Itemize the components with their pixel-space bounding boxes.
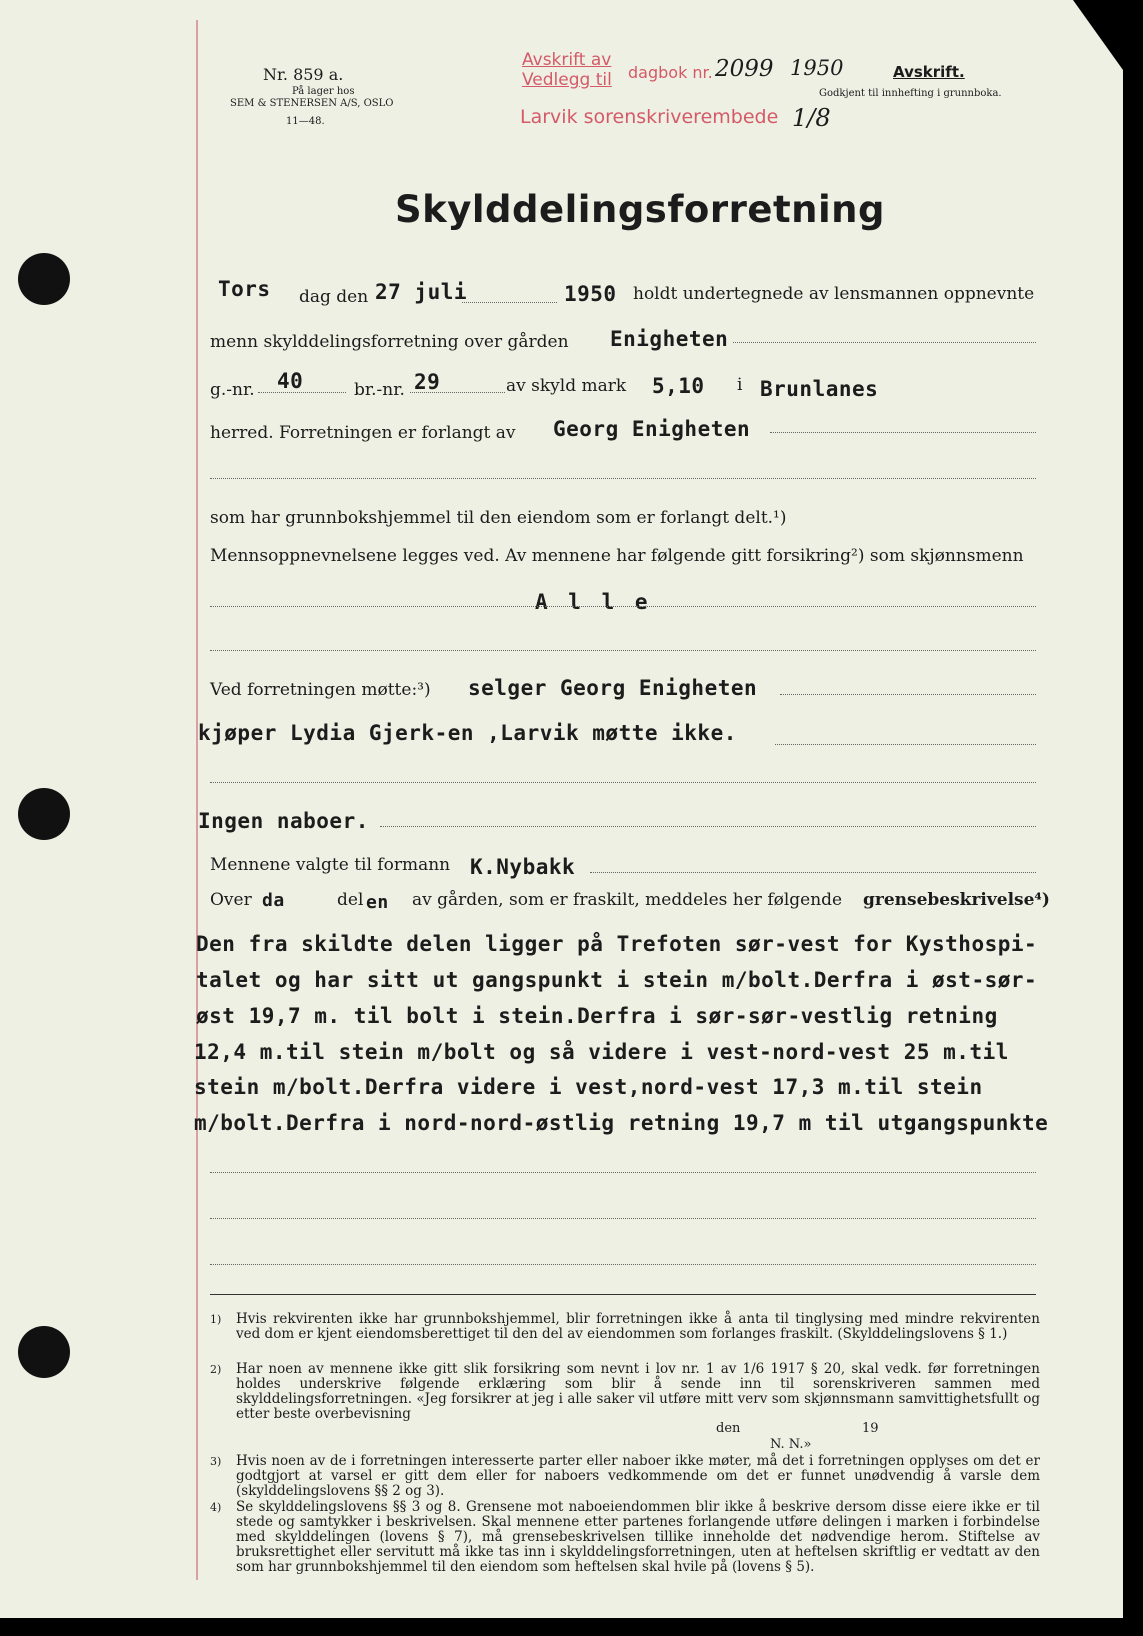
footnote-separator (210, 1294, 1036, 1295)
i-text: i (737, 375, 743, 395)
boundary-line: øst 19,7 m. til bolt i stein.Derfra i sør-sør-vestlig retning (196, 1004, 998, 1028)
publisher-line: SEM & STENERSEN A/S, OSLO (230, 98, 394, 109)
boundary-line: Den fra skildte delen ligger på Trefoten sør-vest for Kysthospi- (196, 932, 1038, 956)
skyld-value: 5,10 (652, 374, 705, 398)
document-title: Skylddelingsforretning (395, 188, 885, 231)
over-label: Over (210, 890, 252, 910)
fill-line (210, 1172, 1036, 1173)
weekday: Tors (218, 277, 271, 301)
fill-line (210, 478, 1036, 479)
margin-line (196, 20, 198, 1580)
boundary-line: 12,4 m.til stein m/bolt og så videre i vest-nord-vest 25 m.til (194, 1040, 1009, 1064)
footnote-text: Hvis noen av de i forretningen interesserte parter eller naboer ikke møter, må det i forretningen opplyses om det er godtgjort at varsel er gitt dem eller for naboers vedkommende om det er funnet unødvendig å varsle dem (skylddelingslovens §§ 2 og 3). (236, 1453, 1040, 1499)
footnote-year: 19 (862, 1421, 879, 1436)
footnote-number: 2) (210, 1363, 222, 1376)
fill-line (210, 650, 1036, 651)
skyld-text: av skyld mark (506, 376, 627, 396)
publisher-line: 11—48. (286, 116, 325, 127)
brnr-label: br.-nr. (354, 380, 405, 400)
fill-line (775, 744, 1036, 745)
menns-text: Mennsoppnevnelsene legges ved. Av mennene har følgende gitt forsikring²) som skjønnsmenn (210, 546, 1024, 566)
gnr-value: 40 (277, 369, 304, 393)
footnote-number: 1) (210, 1313, 222, 1326)
stamp-vedlegg: Vedlegg til (522, 70, 612, 90)
boundary-line: stein m/bolt.Derfra videre i vest,nord-vest 17,3 m.til stein (194, 1075, 983, 1099)
footnote-signature: N. N.» (770, 1437, 812, 1452)
dagbok-year: 1950 (790, 56, 844, 80)
stamp-dagbok: dagbok nr. (628, 63, 713, 82)
footnote-den: den (716, 1421, 741, 1436)
fill-line (410, 392, 505, 393)
gnr-label: g.-nr. (210, 380, 255, 400)
fill-line (210, 1218, 1036, 1219)
attendance-label: Ved forretningen møtte:³) (210, 680, 431, 700)
form-number: Nr. 859 a. (263, 65, 344, 84)
footnote-text: Se skylddelingslovens §§ 3 og 8. Grensene mot naboeiendommen blir ikke å beskrive dersom disse eiere ikke er til stede og samtykker i beskrivelsen. Skal mennene etter partenes forlangende utføre delingen i marken i forbindelse med skylddelingen (lovens § 7), må grensebeskrivelsen tillike inneholde det nødvendige herom. Stiftelse av bruksrettighet eller servitutt må ikke tas inn i skylddelingsforretningen, uten at heftelsen skriftlig er vedtatt av den som har grunnbokshjemmel til den eiendom som heftelsen skal hvile på (lovens § 5). (236, 1499, 1040, 1575)
alle-value: A l l e (535, 590, 652, 614)
footnote-text: Har noen av mennene ikke gitt slik forsikring som nevnt i lov nr. 1 av 1/6 1917 § 20, skal vedk. før forretningen holdes underskrive følgende erklæring som blir å sende inn til sorenskriveren sammen med skylddelingsforretningen. «Jeg forsikrer at jeg i alle saker vil utføre mitt verv som skjønnsmann samvittighetsfullt og etter beste overbevisning (236, 1361, 1040, 1422)
fill-line (258, 392, 346, 393)
fill-line (210, 782, 1036, 783)
farm-name: Enigheten (610, 327, 729, 351)
over-rest: av gården, som er fraskilt, meddeles her følgende (412, 890, 843, 910)
requester: Georg Enigheten (553, 417, 751, 441)
fill-line (733, 342, 1036, 343)
stamp-avskrift: Avskrift av (522, 50, 612, 70)
herred-text: herred. Forretningen er forlangt av (210, 423, 516, 443)
punch-hole (18, 788, 70, 840)
avskrift-label: Avskrift. (893, 63, 965, 81)
footnote-number: 4) (210, 1501, 222, 1514)
chair-label: Mennene valgte til formann (210, 855, 451, 875)
delen-fill: en (366, 892, 389, 913)
neighbours-text: Ingen naboer. (198, 809, 369, 833)
fill-line (590, 872, 1036, 873)
fill-line (210, 1264, 1036, 1265)
dagbok-number: 2099 (715, 56, 774, 82)
footnote-text: Hvis rekvirenten ikke har grunnbokshjemmel, blir forretningen ikke å anta til tinglysing med mindre rekvirenten ved dom er kjent eiendomsberettiget til den del av eiendommen som forlanges fraskilt. (Skylddelingslovens § 1.) (236, 1311, 1040, 1342)
date-value: 27 juli (375, 280, 468, 304)
boundary-line: m/bolt.Derfra i nord-nord-østlig retning 19,7 m til utgangspunkte (194, 1111, 1049, 1135)
publisher-line: På lager hos (292, 86, 355, 97)
fill-line (380, 826, 1036, 827)
footnote-number: 3) (210, 1455, 222, 1468)
fill-line (770, 432, 1036, 433)
menn-text: menn skylddelingsforretning over gården (210, 332, 569, 352)
fill-line (462, 302, 557, 303)
municipality: Brunlanes (760, 377, 879, 401)
footnote-3 (210, 1454, 1040, 1499)
chair-name: K.Nybakk (470, 855, 576, 879)
footnote-1 (210, 1312, 1040, 1342)
punch-hole (18, 1326, 70, 1378)
fill-line (780, 694, 1036, 695)
punch-hole (18, 253, 70, 305)
approved-text: Godkjent til innhefting i grunnboka. (819, 88, 1002, 99)
fill-line (210, 606, 1036, 607)
attendance-buyer: kjøper Lydia Gjerk-en ,Larvik møtte ikke. (198, 721, 737, 745)
brnr-value: 29 (414, 370, 441, 394)
date-fraction: 1/8 (792, 104, 831, 132)
footnote-2 (210, 1362, 1040, 1422)
grunnbok-text: som har grunnbokshjemmel til den eiendom som er forlangt delt.¹) (210, 508, 787, 528)
folded-corner (1073, 0, 1123, 70)
boundary-line: talet og har sitt ut gangspunkt i stein m/bolt.Derfra i øst-sør- (196, 968, 1038, 992)
grense-label: grensebeskrivelse⁴) (863, 890, 1050, 910)
dag-den-label: dag den (299, 287, 369, 307)
over-fill: da (262, 890, 285, 911)
footnote-4 (210, 1500, 1040, 1575)
year-value: 1950 (564, 282, 617, 306)
stamp-office: Larvik sorenskriverembede (520, 106, 779, 128)
held-text: holdt undertegnede av lensmannen oppnevnte (633, 284, 1035, 304)
delen-label: del (337, 890, 364, 910)
attendance-seller: selger Georg Enigheten (468, 676, 758, 700)
